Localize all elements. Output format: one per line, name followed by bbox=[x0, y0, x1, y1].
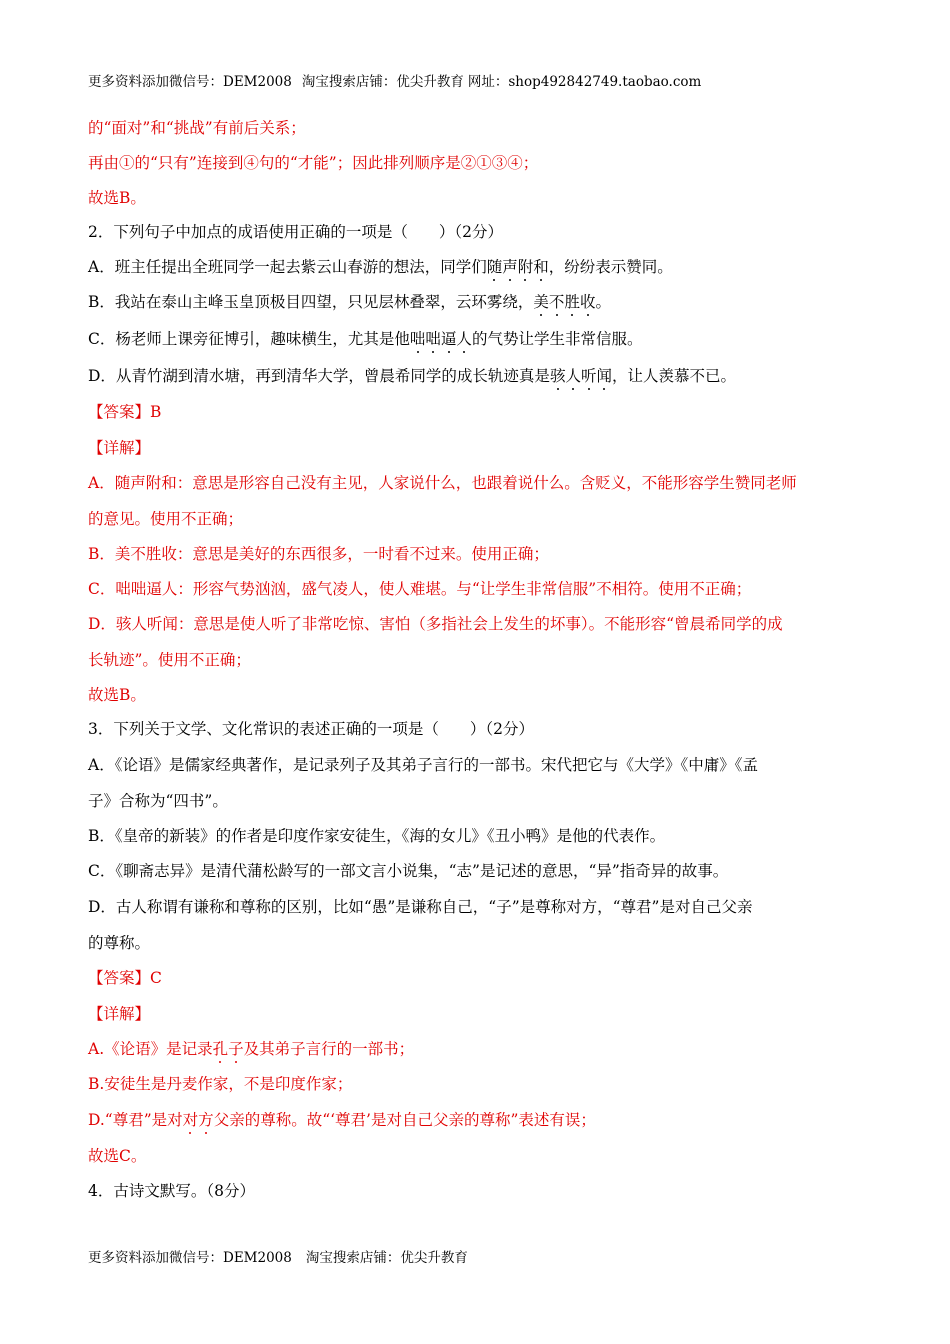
header-site: 网址：shop492842749.taobao.com bbox=[467, 74, 702, 90]
emphasis-char: 人 bbox=[456, 330, 472, 348]
q2-explain-a-cont: 的意见。使用不正确； bbox=[88, 510, 244, 528]
emphasis-char: 骇 bbox=[549, 367, 566, 385]
q3-detail-heading: 【详解】 bbox=[88, 1005, 151, 1023]
q3-explain-a-text: A.《论语》是记录 bbox=[88, 1040, 213, 1058]
q2-option-a-tail: ，纷纷表示赞同。 bbox=[548, 258, 673, 276]
emphasis-char: 和 bbox=[533, 258, 549, 276]
page-footer bbox=[88, 1246, 468, 1266]
q2-explain-b: B．美不胜收：意思是美好的东西很多，一时看不过来。使用正确； bbox=[88, 545, 549, 563]
q3-stem: 3．下列关于文学、文化常识的表述正确的一项是（ ）（2分） bbox=[88, 720, 534, 738]
emphasis-char: 随 bbox=[486, 258, 503, 276]
q2-explain-c: C．咄咄逼人：形容气势汹汹，盛气凌人，使人难堪。与“让学生非常信服”不相符。使用不正确； bbox=[88, 580, 752, 598]
q1-explain-line-2: 再由①的“只有”连接到④句的“才能”；因此排列顺序是②①③④； bbox=[88, 154, 539, 172]
emphasis-char: 对 bbox=[182, 1111, 199, 1129]
q2-option-a-text: A．班主任提出全班同学一起去紫云山春游的想法，同学们 bbox=[88, 258, 487, 276]
q2-explain-d-cont: 长轨迹”。使用不正确； bbox=[88, 651, 251, 669]
emphasis-char: 咄 bbox=[409, 330, 426, 348]
footer-shop: 淘宝搜索店铺：优尖升教育 bbox=[305, 1250, 468, 1266]
q3-explain-d bbox=[88, 1110, 596, 1130]
emphasis-char: 收 bbox=[579, 293, 596, 311]
q2-explain-d: D．骇人听闻：意思是使人听了非常吃惊、害怕（多指社会上发生的坏事）。不能形容“曾晨希同学的成 bbox=[88, 615, 783, 633]
q3-explain-b: B.安徒生是丹麦作家，不是印度作家； bbox=[88, 1075, 353, 1093]
q3-explain-d-text: D.“尊君”是对 bbox=[88, 1111, 183, 1129]
q2-option-b bbox=[88, 292, 611, 312]
emphasis-char: 人 bbox=[565, 367, 581, 385]
q2-detail-heading: 【详解】 bbox=[88, 439, 151, 457]
emphasis-char: 孔 bbox=[212, 1040, 229, 1058]
q3-explain-a bbox=[88, 1039, 414, 1059]
q2-option-d bbox=[88, 366, 736, 386]
q2-option-c bbox=[88, 329, 642, 349]
header-shop: 淘宝搜索店铺：优尖升教育 bbox=[301, 74, 464, 90]
emphasis-char: 声 bbox=[502, 258, 518, 276]
emphasis-char: 方 bbox=[198, 1111, 214, 1129]
q2-option-c-tail: 的气势让学生非常信服。 bbox=[471, 330, 643, 348]
emphasis-char: 闻 bbox=[596, 367, 612, 385]
q3-explain-d-tail: 父亲的尊称。故“‘尊君’是对自己父亲的尊称”表述有误； bbox=[213, 1111, 596, 1129]
page-header bbox=[88, 70, 701, 90]
q2-option-b-text: B．我站在泰山主峰玉皇顶极目四望，只见层林叠翠，云环雾绕， bbox=[88, 293, 534, 311]
q3-option-d-cont: 的尊称。 bbox=[88, 934, 151, 952]
q4-stem: 4．古诗文默写。（8分） bbox=[88, 1182, 255, 1200]
q3-option-a-cont: 子》合称为“四书”。 bbox=[88, 792, 228, 810]
q3-answer: 【答案】C bbox=[88, 969, 162, 987]
emphasis-char: 咄 bbox=[425, 330, 441, 348]
emphasis-char: 胜 bbox=[564, 293, 580, 311]
header-wechat: 更多资料添加微信号：DEM2008 bbox=[88, 74, 292, 90]
q2-option-c-text: C．杨老师上课旁征博引，趣味横生，尤其是他 bbox=[88, 330, 410, 348]
footer-wechat: 更多资料添加微信号：DEM2008 bbox=[88, 1250, 292, 1266]
q1-conclusion: 故选B。 bbox=[88, 189, 146, 207]
q3-option-a: A．《论语》是儒家经典著作，是记录列子及其弟子言行的一部书。宋代把它与《大学》《中庸》《孟 bbox=[88, 756, 758, 774]
q2-option-d-tail: ，让人羡慕不已。 bbox=[612, 367, 737, 385]
q2-answer: 【答案】B bbox=[88, 403, 162, 421]
q1-explain-line-1: 的“面对”和“挑战”有前后关系； bbox=[88, 119, 306, 137]
q3-option-d: D．古人称谓有谦称和尊称的区别，比如“愚”是谦称自己，“子”是尊称对方，“尊君”是对自己父亲 bbox=[88, 898, 753, 916]
emphasis-char: 不 bbox=[548, 293, 565, 311]
q2-stem: 2．下列句子中加点的成语使用正确的一项是（ ）（2分） bbox=[88, 223, 503, 241]
q3-explain-a-tail: 及其弟子言行的一部书； bbox=[243, 1040, 415, 1058]
emphasis-char: 子 bbox=[228, 1040, 244, 1058]
q2-conclusion: 故选B。 bbox=[88, 686, 146, 704]
emphasis-char: 附 bbox=[517, 258, 534, 276]
emphasis-char: 听 bbox=[580, 367, 597, 385]
emphasis-char: 逼 bbox=[440, 330, 457, 348]
q3-conclusion: 故选C。 bbox=[88, 1147, 147, 1165]
q2-option-d-text: D．从青竹湖到清水塘，再到清华大学，曾晨希同学的成长轨迹真是 bbox=[88, 367, 550, 385]
q2-explain-a: A．随声附和：意思是形容自己没有主见，人家说什么，也跟着说什么。含贬义，不能形容学生赞同老师 bbox=[88, 474, 797, 492]
q3-option-b: B．《皇帝的新装》的作者是印度作家安徒生，《海的女儿》《丑小鸭》是他的代表作。 bbox=[88, 827, 666, 845]
q2-option-a bbox=[88, 257, 673, 277]
q3-option-c: C．《聊斋志异》是清代蒲松龄写的一部文言小说集，“志”是记述的意思，“异”指奇异的故事。 bbox=[88, 862, 729, 880]
emphasis-char: 美 bbox=[533, 293, 549, 311]
q2-option-b-tail: 。 bbox=[595, 293, 611, 311]
